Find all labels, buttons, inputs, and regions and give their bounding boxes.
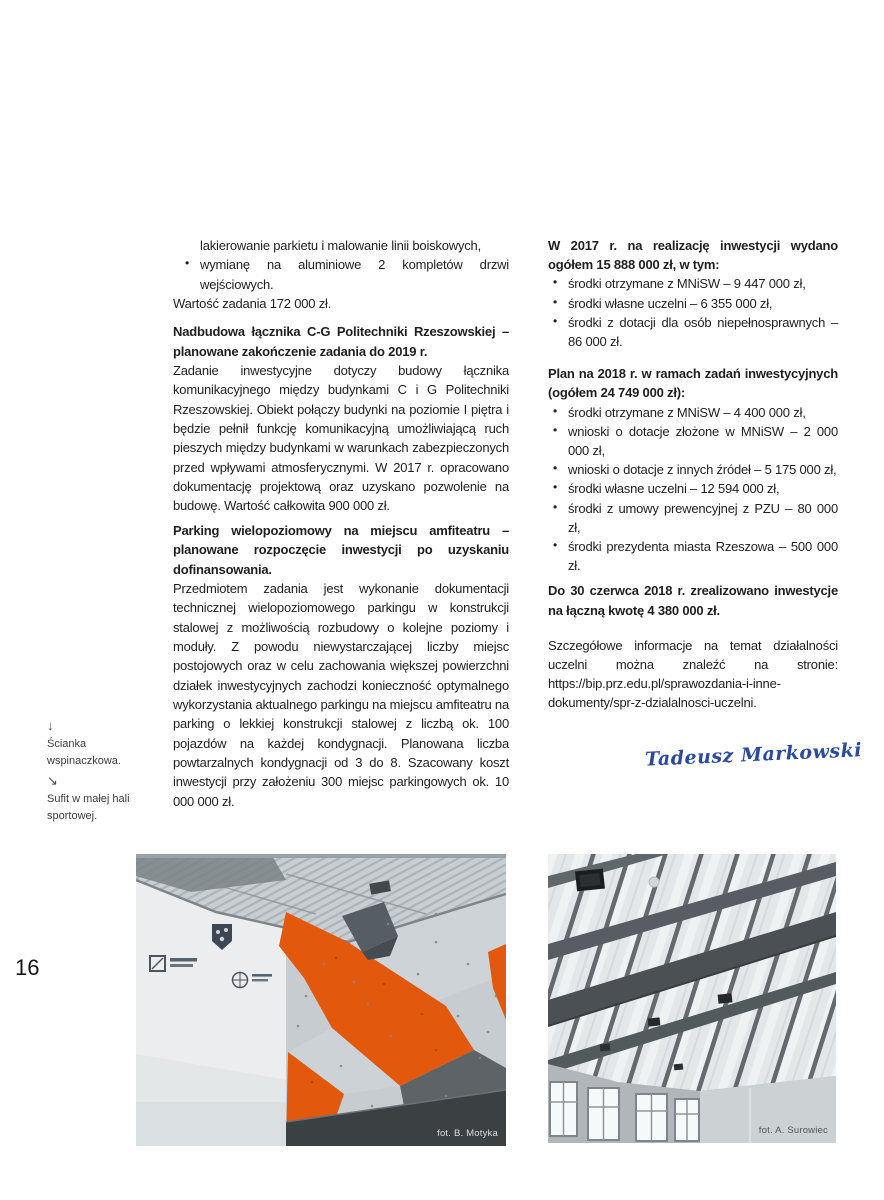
down-right-arrow-icon: ↘ <box>47 773 58 788</box>
bullet-item <box>548 313 838 351</box>
bullet-icon: • <box>553 499 558 514</box>
section-heading <box>173 521 509 579</box>
margin-note-hall-ceiling <box>47 774 142 824</box>
text-run: wymianę na aluminiowe 2 kompletów drzwi wejściowych. <box>200 257 509 292</box>
section-heading <box>173 322 509 361</box>
bullet-icon: • <box>553 422 558 437</box>
bullet-icon: • <box>185 256 190 271</box>
text-run: środki otrzymane z MNiSW – 4 400 000 zł, <box>568 404 806 420</box>
paragraph-gap <box>548 620 838 636</box>
text-run: środki otrzymane z MNiSW – 9 447 000 zł, <box>568 276 806 292</box>
bullet-item <box>548 460 838 479</box>
right-text-column <box>548 236 838 713</box>
text-run: Wartość zadania 172 000 zł. <box>173 296 332 312</box>
paragraph <box>173 236 509 255</box>
text-run: Szczegółowe informacje na temat działalności uczelni można znaleźć na stronie: https://bip.prz.edu.pl/sprawozdania-i-inne-dokumenty/spr-z-dzialalnosci-uczelni. <box>548 637 838 711</box>
bullet-icon: • <box>553 538 558 553</box>
margin-note-text: Sufit w małej hali sportowej. <box>47 793 130 822</box>
text-run: Nadbudowa łącznika C-G Politechniki Rzeszowskiej – planowane zakończenie zadania do 2019 r. <box>173 324 509 359</box>
paragraph-gap <box>548 351 838 364</box>
margin-note-text: Ścianka wspinaczkowa. <box>47 738 121 767</box>
left-text-column <box>173 236 509 811</box>
text-run: środki prezydenta miasta Rzeszowa – 500 000 zł. <box>568 539 838 574</box>
paragraph-gap <box>173 313 509 322</box>
margin-note-climbing-wall <box>47 719 142 769</box>
text-run: Parking wielopoziomowy na miejscu amfiteatru – planowane rozpoczęcie inwestycji po uzyskaniu dofinansowania. <box>173 522 509 577</box>
bullet-item <box>173 255 509 294</box>
bullet-item <box>548 274 838 293</box>
text-run: środki własne uczelni – 12 594 000 zł, <box>568 481 780 497</box>
text-run: Zadanie inwestycyjne dotyczy budowy łącznika komunikacyjnego między budynkami C i G Politechniki Rzeszowskiej. Obiekt połączy budynki na poziomie I piętra i będzie pełnił funkcję komunikacyjną umożliwiającą ruch pieszych między budynkami w warunkach zabezpieczonych przed wpływami atmosferycznymi. W 2017 r. opracowano dokumentację projektową oraz uzyskano pozwolenie na budowę. Wartość całkowita 900 000 zł. <box>173 363 509 514</box>
text-run: Plan na 2018 r. w ramach zadań inwestycyjnych (ogółem 24 749 000 zł): <box>548 366 838 401</box>
text-run: środki z umowy prewencyjnej z PZU – 80 000 zł, <box>568 500 838 535</box>
bullet-icon: • <box>553 275 558 290</box>
paragraph <box>173 294 509 313</box>
photo-credit: fot. B. Motyka <box>437 1128 498 1139</box>
bullet-icon: • <box>553 313 558 328</box>
paragraph <box>173 361 509 516</box>
bullet-icon: • <box>553 294 558 309</box>
hall-ceiling-illustration <box>548 854 836 1143</box>
text-run: środki własne uczelni – 6 355 000 zł, <box>568 295 773 311</box>
bullet-item <box>548 422 838 460</box>
bullet-item <box>548 537 838 575</box>
signature: Tadeusz Markowski <box>644 739 863 771</box>
text-run: Przedmiotem zadania jest wykonanie dokumentacji technicznej wielopoziomowego parkingu w konstrukcji stalowej z możliwością rozbudowy o kolejne poziomy i moduły. Z powodu niewystarczającej liczby miejsc postojowych oraz w celu zachowania większej powierzchni działek inwestycyjnych zachodzi konieczność optymalnego wykorzystania aktualnego parkingu na miejscu amfiteatru na parking o lekkiej konstrukcji stalowej z liczbą ok. 100 pojazdów na każdej kondygnacji. Planowana liczba powtarzalnych kondygnacji od 3 do 8. Szacowany koszt inwestycji przy założeniu 300 miejsc parkingowych ok. 10 000 000 zł. <box>173 580 509 809</box>
text-run: lakierowanie parkietu i malowanie linii boiskowych, <box>200 238 481 253</box>
section-heading <box>548 581 838 619</box>
climbing-wall-photo <box>136 854 506 1146</box>
photo-credit: fot. A. Surowiec <box>758 1125 828 1136</box>
bullet-item <box>548 294 838 313</box>
text-run: W 2017 r. na realizację inwestycji wydano ogółem 15 888 000 zł, w tym: <box>548 238 838 273</box>
bullet-icon: • <box>553 461 558 476</box>
climbing-wall-illustration <box>136 854 506 1146</box>
sports-hall-ceiling-photo <box>548 854 836 1143</box>
section-heading <box>548 236 838 274</box>
bullet-item <box>548 403 838 422</box>
down-arrow-icon: ↓ <box>47 718 54 733</box>
paragraph <box>548 636 838 713</box>
text-run: wnioski o dotacje z innych źródeł – 5 175 000 zł, <box>568 462 837 478</box>
text-run: wnioski o dotacje złożone w MNiSW – 2 000 000 zł, <box>568 423 838 459</box>
bullet-icon: • <box>553 480 558 495</box>
page-number: 16 <box>15 955 40 980</box>
text-run: środki z dotacji dla osób niepełnosprawnych – 86 000 zł. <box>568 314 838 350</box>
text-run: Do 30 czerwca 2018 r. zrealizowano inwestycje na łączną kwotę 4 380 000 zł. <box>548 583 838 618</box>
paragraph <box>173 579 509 811</box>
section-heading <box>548 364 838 402</box>
bullet-item <box>548 479 838 498</box>
bullet-icon: • <box>553 403 558 418</box>
bullet-item <box>548 499 838 537</box>
